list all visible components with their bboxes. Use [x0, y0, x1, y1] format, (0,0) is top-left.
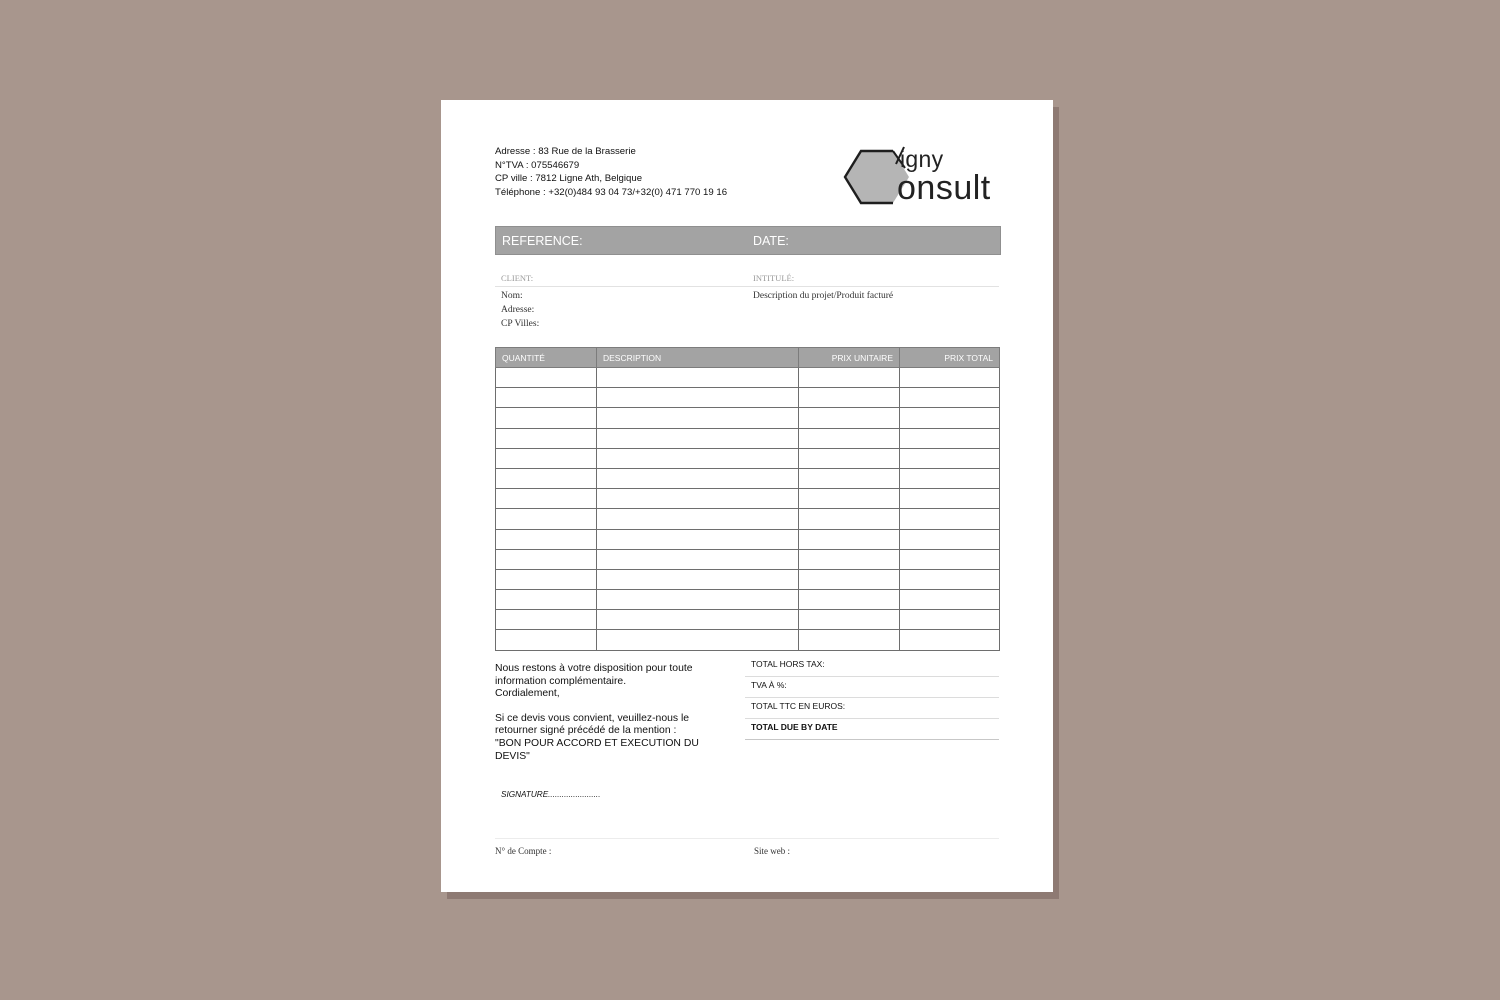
logo-word-igny: igny	[900, 146, 944, 172]
table-row	[496, 630, 1000, 650]
table-cell[interactable]	[597, 408, 799, 428]
table-row	[496, 509, 1000, 529]
note-line: Cordialement,	[495, 688, 560, 700]
table-cell[interactable]	[799, 529, 900, 549]
client-address-field: Adresse:	[501, 305, 535, 315]
table-row	[496, 590, 1000, 610]
table-cell[interactable]	[496, 468, 597, 488]
table-cell[interactable]	[597, 529, 799, 549]
table-cell[interactable]	[799, 489, 900, 509]
table-row	[496, 569, 1000, 589]
table-cell[interactable]	[900, 388, 1000, 408]
note-line: Si ce devis vous convient, veuillez-nous le	[495, 712, 690, 724]
tva-row: TVA À %:	[745, 677, 999, 698]
account-number-label: N° de Compte :	[495, 846, 552, 856]
table-row	[496, 610, 1000, 630]
table-header-row	[496, 348, 1000, 368]
column-header-total-price: PRIX TOTAL	[900, 348, 1000, 368]
totals-block	[745, 656, 999, 740]
company-logo	[843, 142, 1003, 208]
address-line: Adresse : 83 Rue de la Brasserie	[495, 146, 636, 157]
table-cell[interactable]	[900, 448, 1000, 468]
table-row	[496, 448, 1000, 468]
table-row	[496, 489, 1000, 509]
table-cell[interactable]	[496, 509, 597, 529]
table-cell[interactable]	[597, 388, 799, 408]
table-cell[interactable]	[900, 489, 1000, 509]
table-cell[interactable]	[799, 509, 900, 529]
table-cell[interactable]	[597, 549, 799, 569]
table-cell[interactable]	[900, 610, 1000, 630]
city-line: CP ville : 7812 Ligne Ath, Belgique	[495, 173, 643, 185]
column-header-quantity: QUANTITÉ	[496, 348, 597, 368]
table-cell[interactable]	[900, 590, 1000, 610]
table-cell[interactable]	[597, 569, 799, 589]
date-label: DATE:	[753, 234, 789, 248]
table-cell[interactable]	[597, 368, 799, 388]
table-cell[interactable]	[799, 569, 900, 589]
table-cell[interactable]	[496, 448, 597, 468]
items-table	[495, 347, 1000, 651]
table-cell[interactable]	[799, 408, 900, 428]
note-line: DEVIS"	[495, 750, 530, 760]
table-cell[interactable]	[900, 509, 1000, 529]
project-description: Description du projet/Produit facturé	[753, 291, 894, 301]
total-ttc-row: TOTAL TTC EN EUROS:	[745, 698, 999, 719]
note-line: information complémentaire.	[495, 675, 627, 687]
logo-word-onsult: onsult	[897, 169, 991, 207]
table-cell[interactable]	[597, 630, 799, 650]
website-label: Site web :	[754, 846, 790, 856]
total-hors-tax-row: TOTAL HORS TAX:	[745, 656, 999, 677]
table-cell[interactable]	[799, 388, 900, 408]
table-cell[interactable]	[496, 549, 597, 569]
table-cell[interactable]	[496, 408, 597, 428]
table-row	[496, 549, 1000, 569]
table-cell[interactable]	[900, 468, 1000, 488]
company-address-block	[495, 145, 727, 199]
client-fields	[501, 289, 539, 331]
total-due-row: TOTAL DUE BY DATE	[745, 719, 999, 740]
reference-label: REFERENCE:	[502, 234, 583, 248]
table-cell[interactable]	[900, 428, 1000, 448]
table-cell[interactable]	[799, 610, 900, 630]
table-cell[interactable]	[496, 529, 597, 549]
table-cell[interactable]	[597, 468, 799, 488]
table-cell[interactable]	[496, 630, 597, 650]
table-cell[interactable]	[496, 610, 597, 630]
table-cell[interactable]	[900, 408, 1000, 428]
table-cell[interactable]	[799, 428, 900, 448]
client-divider	[495, 286, 999, 287]
note-line: Nous restons à votre disposition pour toute	[495, 663, 693, 674]
table-cell[interactable]	[496, 428, 597, 448]
table-cell[interactable]	[799, 468, 900, 488]
table-cell[interactable]	[799, 448, 900, 468]
table-cell[interactable]	[799, 368, 900, 388]
client-section-label: CLIENT:	[501, 273, 534, 283]
items-table-body	[496, 368, 1000, 651]
table-row	[496, 368, 1000, 388]
table-row	[496, 408, 1000, 428]
table-cell[interactable]	[597, 489, 799, 509]
table-row	[496, 529, 1000, 549]
table-row	[496, 428, 1000, 448]
intitule-section-label: INTITULÉ:	[753, 273, 795, 283]
table-cell[interactable]	[496, 569, 597, 589]
table-cell[interactable]	[900, 630, 1000, 650]
table-cell[interactable]	[799, 549, 900, 569]
table-cell[interactable]	[496, 489, 597, 509]
quote-document	[441, 100, 1053, 892]
table-cell[interactable]	[799, 590, 900, 610]
note-line: "BON POUR ACCORD ET EXECUTION DU	[495, 737, 699, 749]
table-cell[interactable]	[597, 509, 799, 529]
table-cell[interactable]	[900, 549, 1000, 569]
table-cell[interactable]	[597, 448, 799, 468]
table-cell[interactable]	[900, 368, 1000, 388]
table-cell[interactable]	[900, 529, 1000, 549]
table-cell[interactable]	[799, 630, 900, 650]
client-name-field: Nom:	[501, 291, 523, 301]
table-cell[interactable]	[597, 590, 799, 610]
table-cell[interactable]	[597, 610, 799, 630]
note-line: retourner signé précédé de la mention :	[495, 725, 677, 737]
reference-date-bar	[495, 226, 1001, 255]
signature-line: SIGNATURE.......................	[501, 790, 601, 799]
table-row	[496, 388, 1000, 408]
column-header-unit-price: PRIX UNITAIRE	[799, 348, 900, 368]
table-cell[interactable]	[900, 569, 1000, 589]
client-city-field: CP Villes:	[501, 319, 540, 329]
table-cell[interactable]	[496, 590, 597, 610]
column-header-description: DESCRIPTION	[597, 348, 799, 368]
vat-line: N°TVA : 075546679	[495, 159, 580, 171]
table-cell[interactable]	[496, 368, 597, 388]
table-cell[interactable]	[496, 388, 597, 408]
footer-divider	[495, 838, 999, 839]
table-row	[496, 468, 1000, 488]
table-cell[interactable]	[597, 428, 799, 448]
phone-line: Téléphone : +32(0)484 93 04 73/+32(0) 471 770 19 16	[495, 186, 728, 198]
closing-note	[495, 663, 725, 760]
